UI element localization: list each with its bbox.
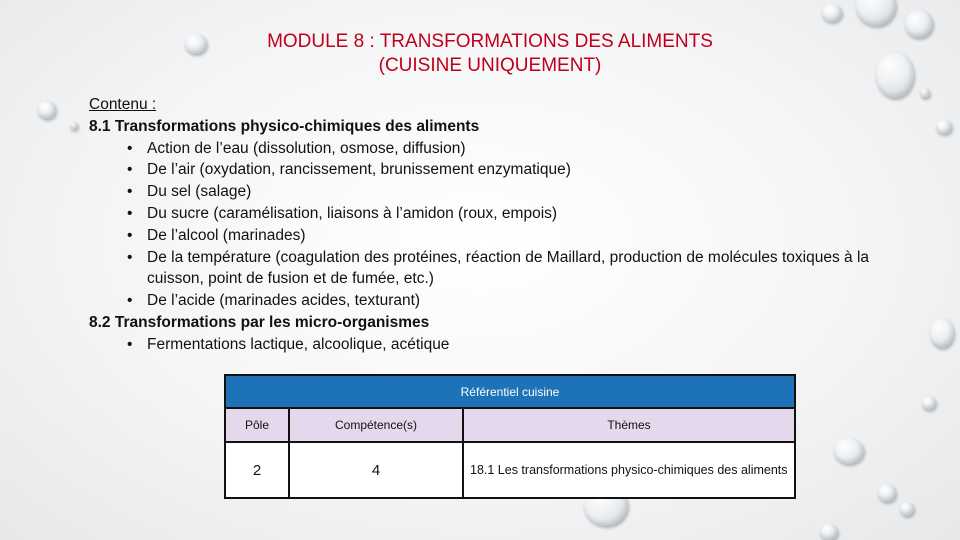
water-droplet-decoration (900, 502, 914, 516)
water-droplet-decoration (876, 52, 914, 98)
water-droplet-decoration (930, 318, 954, 348)
water-droplet-decoration (822, 4, 842, 22)
section-8-2-list (89, 334, 909, 356)
table-row (225, 442, 795, 498)
water-droplet-decoration (878, 484, 896, 502)
list-item: • Fermentations lactique, alcoolique, acétique (147, 334, 909, 356)
water-droplet-decoration (70, 122, 78, 130)
slide-title (170, 30, 810, 78)
list-item: • De la température (coagulation des protéines, réaction de Maillard, production de molécules toxiques à la cuisson, point de fusion et de fumée, etc.) (147, 247, 887, 291)
section-heading-8-1: 8.1 Transformations physico-chimiques des aliments (89, 117, 480, 135)
list-item: • De l’air (oxydation, rancissement, brunissement enzymatique) (147, 159, 909, 181)
section-8-1-list (89, 138, 909, 312)
column-header-themes: Thèmes (463, 408, 795, 442)
table-cell-pole: 2 (225, 442, 289, 498)
referentiel-table (224, 374, 796, 499)
slide-title-line-2: (CUISINE UNIQUEMENT) (378, 55, 602, 76)
water-droplet-decoration (905, 10, 933, 38)
content-block (89, 94, 909, 356)
list-item: • Action de l’eau (dissolution, osmose, diffusion) (147, 138, 909, 160)
table-caption: Référentiel cuisine (225, 375, 795, 408)
water-droplet-decoration (922, 396, 936, 410)
column-header-pole: Pôle (225, 408, 289, 442)
water-droplet-decoration (856, 0, 896, 26)
water-droplet-decoration (834, 438, 864, 464)
water-droplet-decoration (920, 88, 930, 98)
water-droplet-decoration (38, 101, 56, 119)
content-label: Contenu : (89, 96, 157, 113)
list-item: • Du sel (salage) (147, 181, 909, 203)
table-cell-theme: 18.1 Les transformations physico-chimiques des aliments (463, 442, 795, 498)
slide-title-line-1: MODULE 8 : TRANSFORMATIONS DES ALIMENTS (267, 31, 713, 52)
list-item: • De l’alcool (marinades) (147, 225, 909, 247)
section-heading-8-2: 8.2 Transformations par les micro-organismes (89, 313, 430, 331)
list-item: • Du sucre (caramélisation, liaisons à l’amidon (roux, empois) (147, 203, 909, 225)
water-droplet-decoration (820, 524, 838, 540)
column-header-competences: Compétence(s) (289, 408, 463, 442)
water-droplet-decoration (936, 120, 952, 134)
list-item: • De l’acide (marinades acides, texturant) (147, 290, 909, 312)
table-cell-competence: 4 (289, 442, 463, 498)
